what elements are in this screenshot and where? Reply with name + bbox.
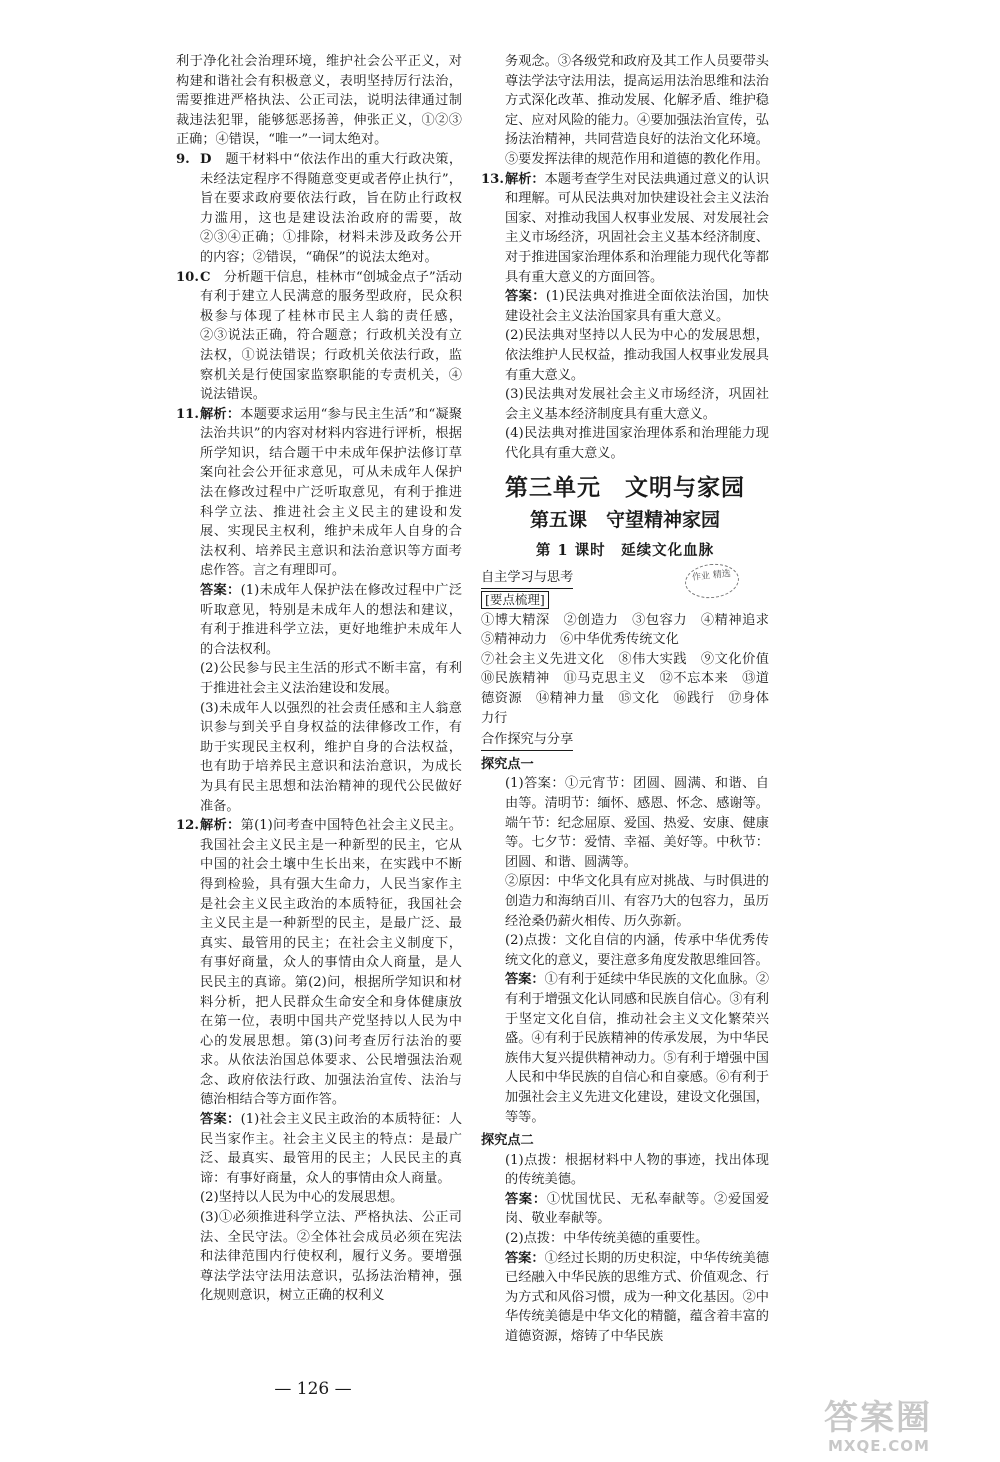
- question-13: [481, 170, 769, 288]
- section-heading: 自主学习与思考: [481, 568, 573, 589]
- answer-label: 答案：: [200, 583, 241, 599]
- explore-answer: ①经过长期的历史积淀，中华传统美德已经融入中华民族的思维方式、价值观念、行为方式和风俗习惯，成为一种文化基因。②中华传统美德是中华文化的精髓，蕴含着丰富的道德资源，熔铸了中华民族: [505, 1250, 770, 1345]
- answer-item: (2)民法典对坚持以人民为中心的发展思想，依法维护人民权益，推动我国人权事业发展具有重大意义。: [505, 328, 769, 383]
- question-text: 分析题干信息，桂林市“创城金点子”活动有利于建立人民满意的服务型政府，民众积极参与体现了桂林市民主人翁的责任感，②③说法正确，符合题意；行政机关没有立法权，①说法错误；行政机关依法行政，监察机关是行使国家监察职能的专责机关，④说法错误。: [200, 269, 463, 403]
- answer-label: 答案：: [505, 1191, 547, 1207]
- question-number: 12.: [176, 818, 199, 834]
- question-12: [176, 816, 462, 1110]
- answer-item: (3)未成年人以强烈的社会责任感和主人翁意识参与到关乎自身权益的法律修改工作，有助于实现民主权利，维护自身的合法权益，也有助于培养民主意识和法治意识，为成长为具有民主思想和法治精神的现代公民做好准备。: [200, 700, 462, 814]
- answer-item: (2)坚持以人民为中心的发展思想。: [200, 1190, 404, 1206]
- answer-label: 答案：: [505, 972, 545, 988]
- explore-point-title: 探究点二: [481, 1133, 534, 1149]
- continued-answer: 务观念。③各级党和政府及其工作人员要带头尊法学法守法用法，提高运用法治思维和法治方式深化改革、推动发展、化解矛盾、维护稳定、应对风险的能力。④要加强法治宣传，弘扬法治精神，共同营造良好的法治文化环境。⑤要发挥法律的规范作用和道德的教化作用。: [505, 54, 769, 167]
- watermark-text: 答案圈: [824, 1398, 932, 1438]
- question-text: 题干材料中“依法作出的重大行政决策，未经法定程序不得随意变更或者停止执行”，旨在要求政府要依法行政，旨在防止行政权力滥用，这也是建设法治政府的需要，故②③④正确；①排除，材料未涉及政务公开的内容；②错误，“确保”的说法太绝对。: [200, 151, 463, 265]
- keypoints-line: ⑦社会主义先进文化 ⑧伟大实践 ⑨文化价值 ⑩民族精神 ⑪马克思主义 ⑫不忘本来 ⑬道德资源 ⑭精神力量 ⑮文化 ⑯践行 ⑰身体力行: [481, 651, 783, 726]
- analysis-label: 解析：: [200, 406, 241, 422]
- answer-label: 答案：: [505, 1250, 545, 1266]
- explore-hint: (2)点拨：文化自信的内涵，传承中华优秀传统文化的意义，要注意多角度发散思维回答。: [505, 933, 769, 968]
- lesson-title: 第五课 守望精神家园: [529, 509, 720, 532]
- question-10: [176, 268, 462, 405]
- analysis-text: 第(1)问考查中国特色社会主义民主。我国社会主义民主是一种新型的民主，它从中国的社会土壤中生长出来，在实践中不断得到检验，具有强大生命力，人民当家作主是社会主义民主政治的本质特征，我国社会主义民主是一种新型的民主，是最广泛、最真实、最管用的民主；在社会主义制度下，有事好商量，众人的事情由众人商量，是人民民主的真谛。第(2)问，根据所学知识和材料分析，把人民群众生命安全和身体健康放在第一位，表明中国共产党坚持以人民为中心的发展思想。第(3)问考查厉行法治的要求。从依法治国总体要求、公民增强法治观念、政府依法行政、加强法治宣传、法治与德治相结合等方面作答。: [200, 818, 463, 1108]
- explore-answer: ①忧国忧民、无私奉献等。②爱国爱岗、敬业奉献等。: [505, 1191, 770, 1227]
- explore-hint: (2)点拨：中华传统美德的重要性。: [505, 1231, 709, 1247]
- watermark-logo: [824, 1398, 984, 1458]
- analysis-text: 本题要求运用“参与民主生活”和“凝聚法治共识”的内容对材料内容进行评析，根据所学知识，结合题干中未成年保护法修订草案向社会公开征求意见，可从未成年人保护法在修改过程中广泛听取意见，有利于推进科学立法、推进社会主义民主的建设和发展、实现民主权利，维护未成年人自身的合法权利、培养民主意识和法治意识等方面考虑作答。言之有理即可。: [200, 406, 463, 579]
- analysis-label: 解析：: [505, 171, 545, 187]
- explore-hint: (1)点拨：根据材料中人物的事迹，找出体现的传统美德。: [505, 1152, 769, 1188]
- keypoints-label: [要点梳理]: [481, 591, 549, 609]
- question-number: 9.: [176, 151, 190, 167]
- question-number: 10.: [176, 269, 199, 285]
- answer-item: (2)公民参与民主生活的形式不断丰富，有利于推进社会主义法治建设和发展。: [200, 661, 462, 696]
- intro-paragraph: 利于净化社会治理环境，维护社会公平正义，对构建和谐社会有积极意义，表明坚持厉行法治，需要推进严格执法、公正司法，说明法律通过制裁违法犯罪，能够惩恶扬善，伸张正义，①②③正确；④错误，“唯一”一词太绝对。: [176, 54, 462, 148]
- right-column: [481, 52, 783, 1347]
- answer-item: (3)①必须推进科学立法、严格执法、公正司法、全民守法。②全体社会成员必须在宪法和法律范围内行使权利，履行义务。要增强尊法学法守法用法意识，弘扬法治精神，强化规则意识，树立正确的权利义: [200, 1210, 462, 1304]
- answer-item: (1)未成年人保护法在修改过程中广泛听取意见，特别是未成年人的想法和建议，有利于推进科学立法，更好地维护未成年人的合法权利。: [200, 583, 463, 657]
- question-number: 11.: [176, 406, 199, 422]
- answer-item: (4)民法典对推进国家治理体系和治理能力现代化具有重大意义。: [505, 426, 769, 461]
- answer-item: (3)民法典对发展社会主义市场经济，巩固社会主义基本经济制度具有重大意义。: [505, 387, 769, 422]
- period-title: 第 1 课时 延续文化血脉: [535, 542, 715, 560]
- stamp-icon: 作业 精选: [683, 562, 740, 601]
- left-column: [176, 52, 462, 1306]
- explore-answer: ①有利于延续中华民族的文化血脉。②有利于增强文化认同感和民族自信心。③有利于坚定文化自信，推动社会主义文化繁荣兴盛。④有利于民族精神的传承发展，为中华民族伟大复兴提供精神动力。⑤有利于增强中国人民和中华民族的自信心和自豪感。⑥有利于加强社会主义先进文化建设，建设文化强国，等等。: [505, 972, 770, 1125]
- answer-label: 答案：: [200, 1112, 241, 1128]
- unit-title: 第三单元 文明与家园: [505, 474, 745, 502]
- analysis-text: 本题考查学生对民法典通过意义的认识和理解。可从民法典对加快建设社会主义法治国家、对推动我国人权事业发展、对发展社会主义市场经济，巩固社会主义基本经济制度、对于推进国家治理体系和治理能力现代化等都具有重大意义的方面回答。: [505, 171, 770, 285]
- answer-letter: C: [200, 269, 211, 285]
- question-9: [176, 150, 462, 268]
- answer-label: 答案：: [505, 289, 546, 305]
- explore-answer: (1)答案：①元宵节：团圆、圆满、和谐、自由等。清明节：缅怀、感恩、怀念、感谢等。端午节：纪念屈原、爱国、热爱、安康、健康等。七夕节：爱情、幸福、美好等。中秋节：团圆、和谐、圆满等。: [505, 776, 769, 870]
- keypoints-line: ①博大精深 ②创造力 ③包容力 ④精神追求 ⑤精神动力 ⑥中华优秀传统文化: [481, 612, 783, 648]
- page-number: — 126 —: [274, 1379, 352, 1399]
- section-heading: 合作探究与分享: [481, 730, 573, 751]
- question-11: [176, 405, 462, 581]
- answer-item: (1)民法典对推进全面依法治国，加快建设社会主义法治国家具有重大意义。: [505, 289, 769, 324]
- explore-point-title: 探究点一: [481, 756, 534, 772]
- analysis-label: 解析：: [200, 818, 241, 834]
- answer-letter: D: [200, 151, 212, 167]
- watermark-url: MXQE.COM: [828, 1437, 930, 1455]
- explore-answer: ②原因：中华文化具有应对挑战、与时俱进的创造力和海纳百川、有容乃大的包容力，虽历经沧桑仍薪火相传、历久弥新。: [505, 874, 769, 929]
- question-number: 13.: [481, 171, 504, 187]
- answer-item: (1)社会主义民主政治的本质特征：人民当家作主。社会主义民主的特点：是最广泛、最真实、最管用的民主；人民民主的真谛：有事好商量，众人的事情由众人商量。: [200, 1112, 463, 1186]
